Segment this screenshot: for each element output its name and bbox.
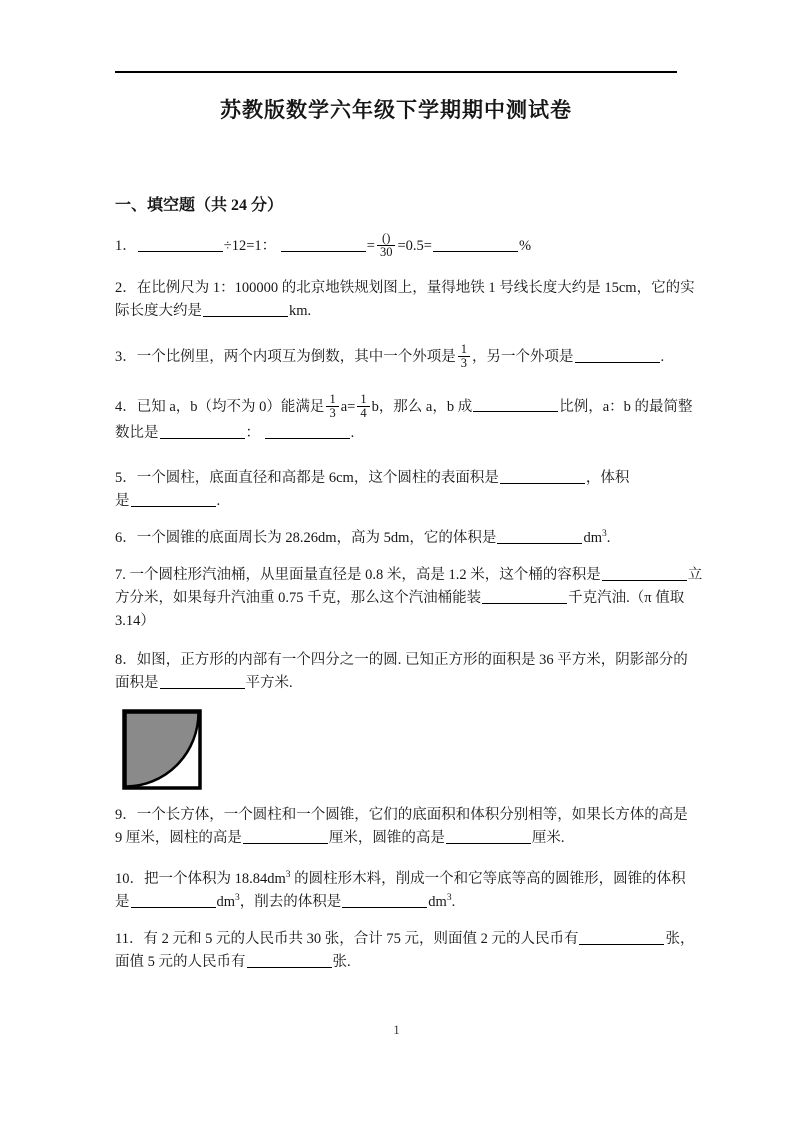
quarter-circle-figure-svg <box>122 709 202 790</box>
fraction-denominator: 30 <box>377 245 396 259</box>
question-7-line-1 <box>115 564 703 587</box>
blank-line <box>342 894 427 908</box>
question-9-line-1 <box>115 804 688 827</box>
question-6-line-1 <box>115 527 677 550</box>
text-run: ，体积 <box>585 469 630 486</box>
question-9 <box>115 804 688 850</box>
fraction <box>377 232 396 259</box>
fraction <box>357 393 369 420</box>
blank-line <box>265 425 350 439</box>
text-run: 的圆柱形木料，削成一个和它等底等高的圆锥形，圆锥的体积 <box>290 870 686 887</box>
question-8-line-2 <box>115 672 677 695</box>
text-run: dm <box>583 529 602 546</box>
question-7-line-2 <box>115 587 685 610</box>
text-run: 4．已知 a，b（均不为 0）能满足 <box>115 398 325 415</box>
text-run: = <box>366 237 375 254</box>
text-run: =0.5= <box>397 237 432 254</box>
section-heading-fill-in-blanks: 一、填空题（共 24 分） <box>115 197 284 214</box>
question-5-line-1 <box>115 467 677 490</box>
text-run: 8．如图，正方形的内部有一个四分之一的圆. 已知正方形的面积是 36 平方米，阴影部分的 <box>115 651 688 668</box>
text-run: a= <box>340 398 356 415</box>
text-run: . <box>350 424 355 441</box>
text-run: . <box>451 893 456 910</box>
text-run: . <box>216 492 221 509</box>
question-7 <box>115 564 703 633</box>
text-run: 面值 5 元的人民币有 <box>115 953 246 970</box>
quarter-circle-figure <box>122 709 202 790</box>
blank-line <box>203 303 288 317</box>
blank-line <box>247 954 332 968</box>
text-run: 千克汽油.（π 值取 <box>568 589 685 606</box>
text-run: b，那么 a，b 成 <box>371 398 473 415</box>
text-run: dm <box>428 893 447 910</box>
blank-line <box>131 894 216 908</box>
question-11-line-2 <box>115 951 677 974</box>
blank-line <box>131 493 216 507</box>
question-4-line-1 <box>115 391 693 422</box>
text-run: 3．一个比例里，两个内项互为倒数，其中一个外项是 <box>115 349 456 366</box>
text-run: ： <box>245 424 260 441</box>
question-4-line-2 <box>115 422 677 445</box>
blank-line <box>160 425 245 439</box>
text-run: km. <box>289 303 312 320</box>
question-10 <box>115 868 686 914</box>
text-run: . <box>606 529 611 546</box>
fraction-numerator: 1 <box>360 391 367 406</box>
page-title: 苏教版数学六年级下学期期中测试卷 <box>220 98 572 122</box>
question-9-line-2 <box>115 827 677 850</box>
question-1 <box>115 232 677 261</box>
text-run: 9．一个长方体，一个圆柱和一个圆锥，它们的底面积和体积分别相等，如果长方体的高是 <box>115 806 688 823</box>
text-run: . <box>660 349 665 366</box>
question-10-line-1 <box>115 868 686 891</box>
superscript-3: 3 <box>235 892 240 903</box>
text-run: 3.14） <box>115 612 155 629</box>
question-3 <box>115 343 677 372</box>
question-3-line-1 <box>115 343 677 372</box>
question-2-line-2 <box>115 300 677 323</box>
text-run: ，削去的体积是 <box>239 893 342 910</box>
question-11 <box>115 928 695 974</box>
text-run: 比例，a：b 的最简整 <box>559 398 693 415</box>
text-run: 张， <box>665 930 695 947</box>
question-5 <box>115 467 677 513</box>
fraction <box>458 343 470 370</box>
text-run: dm <box>216 893 236 910</box>
fraction-denominator: 3 <box>458 356 470 370</box>
question-6 <box>115 527 677 550</box>
text-run: 数比是 <box>115 424 159 441</box>
question-7-line-3 <box>115 610 677 633</box>
question-1-line-1 <box>115 232 677 261</box>
blank-line <box>281 238 366 252</box>
text-run: ÷12=1： <box>223 237 277 254</box>
text-run: 际长度大约是 <box>115 303 202 320</box>
text-run: 2．在比例尺为 1：100000 的北京地铁规划图上，量得地铁 1 号线长度大约是 15cm，它的实 <box>115 280 695 297</box>
superscript-3: 3 <box>601 528 607 539</box>
blank-line <box>473 398 558 412</box>
fraction-denominator: 3 <box>326 406 338 420</box>
text-run: 张. <box>332 953 351 970</box>
fraction <box>326 393 338 420</box>
question-2-line-1 <box>115 277 695 300</box>
question-5-line-2 <box>115 490 677 513</box>
blank-line <box>446 830 531 844</box>
superscript-3: 3 <box>446 892 452 903</box>
question-number: 1． <box>115 237 137 254</box>
text-run: 厘米，圆锥的高是 <box>328 829 445 846</box>
superscript-3: 3 <box>285 869 291 880</box>
blank-line <box>138 238 223 252</box>
question-8-line-1 <box>115 649 688 672</box>
text-run: 方分米，如果每升汽油重 0.75 千克，那么这个汽油桶能装 <box>115 589 482 606</box>
text-run: 平方米. <box>245 674 293 691</box>
text-run: % <box>518 237 532 254</box>
blank-line <box>579 931 664 945</box>
blank-line <box>243 830 328 844</box>
text-run: 5．一个圆柱，底面直径和高都是 6cm，这个圆柱的表面积是 <box>115 469 499 486</box>
blank-line <box>160 675 245 689</box>
blank-line <box>482 590 567 604</box>
question-2 <box>115 277 695 323</box>
text-run: 7. 一个圆柱形汽油桶，从里面量直径是 0.8 米，高是 1.2 米，这个桶的容积是 <box>115 566 601 583</box>
text-run: 厘米. <box>531 829 565 846</box>
text-run: 立 <box>687 566 703 583</box>
blank-line <box>433 238 518 252</box>
text-run: 是 <box>115 492 130 509</box>
text-run: 6．一个圆锥的底面周长为 28.26dm，高为 5dm，它的体积是 <box>115 529 497 546</box>
blank-line <box>500 470 585 484</box>
fraction-numerator: 1 <box>460 342 467 357</box>
text-run: 是 <box>115 893 130 910</box>
text-run: 9 厘米，圆柱的高是 <box>115 829 242 846</box>
text-run: 面积是 <box>115 674 159 691</box>
question-10-line-2 <box>115 891 677 914</box>
question-11-line-1 <box>115 928 695 951</box>
text-run: 10．把一个体积为 18.84dm <box>115 870 286 887</box>
question-8 <box>115 649 688 695</box>
question-4 <box>115 391 693 445</box>
blank-line <box>602 567 687 581</box>
text-run: 11．有 2 元和 5 元的人民币共 30 张，合计 75 元，则面值 2 元的人民币有 <box>115 930 579 947</box>
page-number: 1 <box>393 1022 400 1037</box>
blank-line <box>575 349 660 363</box>
fraction-numerator: 1 <box>329 391 336 406</box>
text-run: ，另一个外项是 <box>472 349 574 366</box>
fraction-numerator: () <box>382 231 391 245</box>
blank-line <box>497 530 582 544</box>
fraction-denominator: 4 <box>357 406 369 420</box>
